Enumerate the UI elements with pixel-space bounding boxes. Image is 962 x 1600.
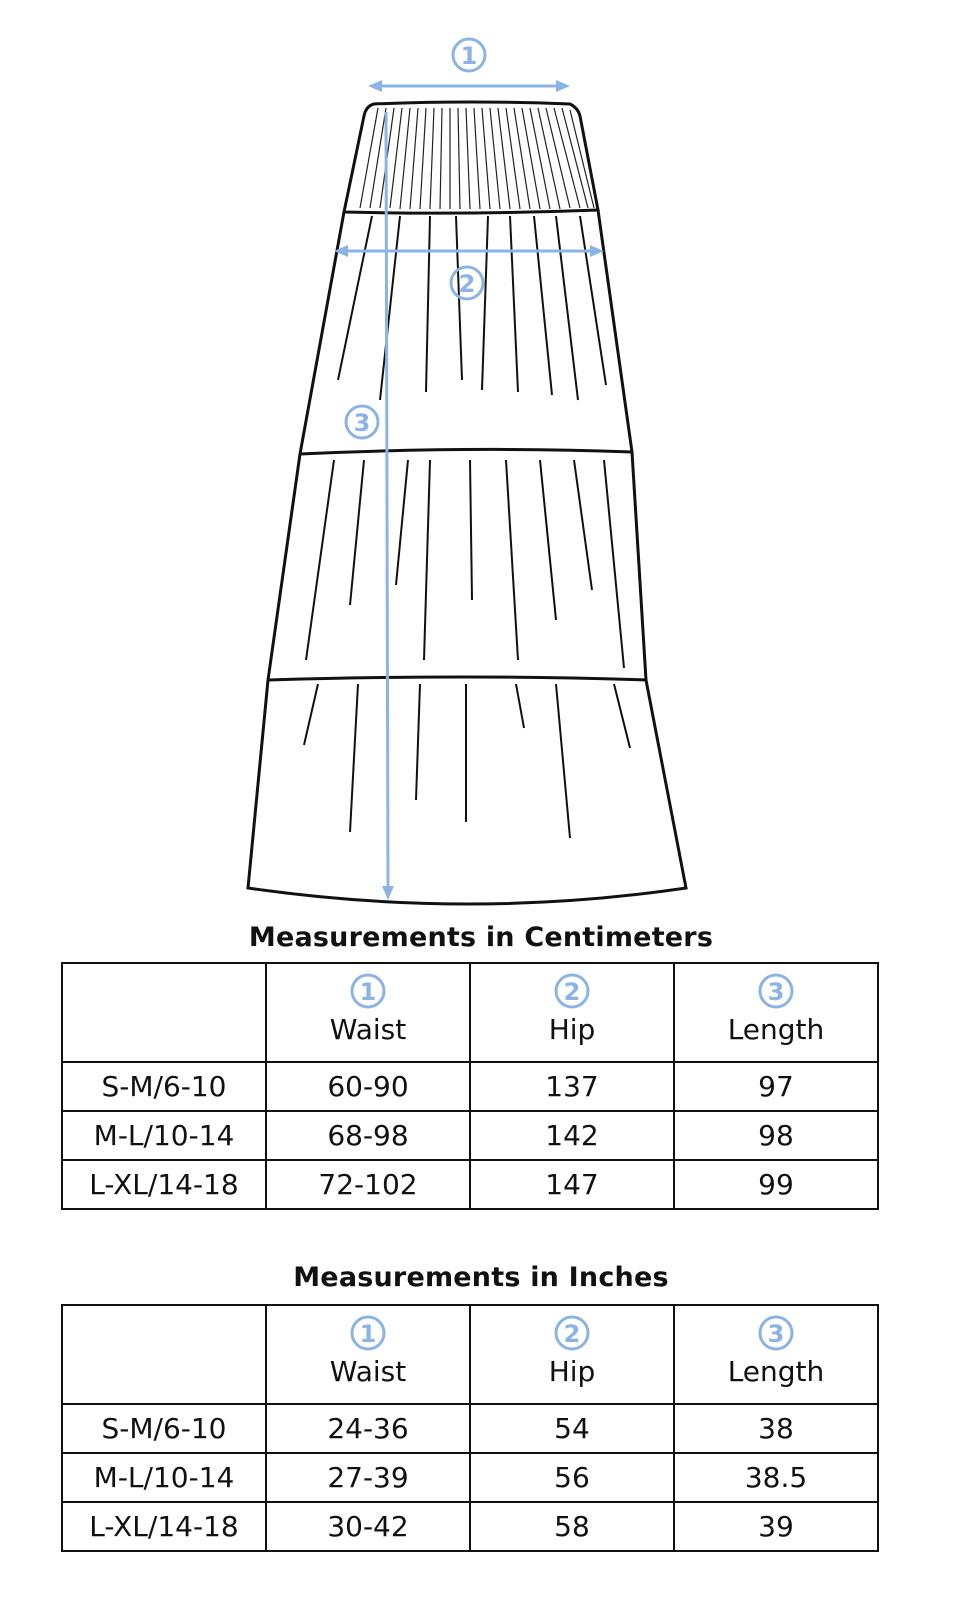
circled-3-icon [756, 971, 796, 1011]
waistband-ribbing [360, 108, 594, 209]
circled-1-icon [348, 971, 388, 1011]
callout-3-label: 3 [353, 409, 371, 437]
waist-cell: 60-90 [266, 1062, 470, 1111]
circled-1-icon [348, 1313, 388, 1353]
header-hip [470, 963, 674, 1062]
length-measure-arrow [382, 112, 394, 900]
header-label: Hip [548, 1013, 596, 1046]
header-label: Hip [548, 1355, 596, 1388]
length-cell: 38 [674, 1404, 878, 1453]
hip-cell: 142 [470, 1111, 674, 1160]
in-table-title: Measurements in Inches [293, 1262, 669, 1293]
callout-1-icon [453, 39, 485, 71]
header-label: Length [727, 1355, 825, 1388]
tier3-gathers [304, 684, 630, 838]
length-cell: 97 [674, 1062, 878, 1111]
circled-2-icon [552, 1313, 592, 1353]
table-row [62, 1453, 878, 1502]
svg-text:2: 2 [563, 1320, 581, 1348]
waist-cell: 24-36 [266, 1404, 470, 1453]
header-waist [266, 1305, 470, 1404]
cm-size-table [61, 962, 879, 1210]
empty-header-cell [62, 963, 266, 1062]
header-length [674, 963, 878, 1062]
svg-text:3: 3 [767, 1320, 785, 1348]
waist-cell: 27-39 [266, 1453, 470, 1502]
svg-text:1: 1 [359, 1320, 377, 1348]
size-cell: S-M/6-10 [62, 1404, 266, 1453]
size-cell: L-XL/14-18 [62, 1160, 266, 1209]
length-cell: 98 [674, 1111, 878, 1160]
waist-cell: 68-98 [266, 1111, 470, 1160]
header-label: Waist [329, 1013, 407, 1046]
in-size-table [61, 1304, 879, 1552]
hip-cell: 137 [470, 1062, 674, 1111]
table-row [62, 1111, 878, 1160]
circled-2-icon [552, 971, 592, 1011]
size-cell: L-XL/14-18 [62, 1502, 266, 1551]
header-length [674, 1305, 878, 1404]
table-row [62, 1062, 878, 1111]
callout-2-label: 2 [458, 270, 476, 298]
table-header-row [62, 1305, 878, 1404]
empty-header-cell [62, 1305, 266, 1404]
svg-text:1: 1 [359, 978, 377, 1006]
header-label: Length [727, 1013, 825, 1046]
callout-1-label: 1 [460, 42, 478, 70]
size-cell: M-L/10-14 [62, 1111, 266, 1160]
table-header-row [62, 963, 878, 1062]
callout-3-icon [346, 406, 378, 438]
size-cell: S-M/6-10 [62, 1062, 266, 1111]
header-hip [470, 1305, 674, 1404]
hip-cell: 56 [470, 1453, 674, 1502]
table-row [62, 1160, 878, 1209]
size-cell: M-L/10-14 [62, 1453, 266, 1502]
tier1-gathers [338, 216, 606, 400]
hip-measure-arrow [334, 245, 604, 257]
length-cell: 39 [674, 1502, 878, 1551]
waist-measure-arrow [368, 80, 570, 92]
length-cell: 38.5 [674, 1453, 878, 1502]
waist-cell: 72-102 [266, 1160, 470, 1209]
waist-cell: 30-42 [266, 1502, 470, 1551]
cm-table-title: Measurements in Centimeters [248, 922, 714, 953]
header-label: Waist [329, 1355, 407, 1388]
svg-text:2: 2 [563, 978, 581, 1006]
table-row [62, 1502, 878, 1551]
table-row [62, 1404, 878, 1453]
circled-3-icon [756, 1313, 796, 1353]
hip-cell: 147 [470, 1160, 674, 1209]
svg-text:3: 3 [767, 978, 785, 1006]
header-waist [266, 963, 470, 1062]
length-cell: 99 [674, 1160, 878, 1209]
hip-cell: 58 [470, 1502, 674, 1551]
callout-2-icon [451, 267, 483, 299]
hip-cell: 54 [470, 1404, 674, 1453]
tier2-gathers [306, 460, 624, 668]
